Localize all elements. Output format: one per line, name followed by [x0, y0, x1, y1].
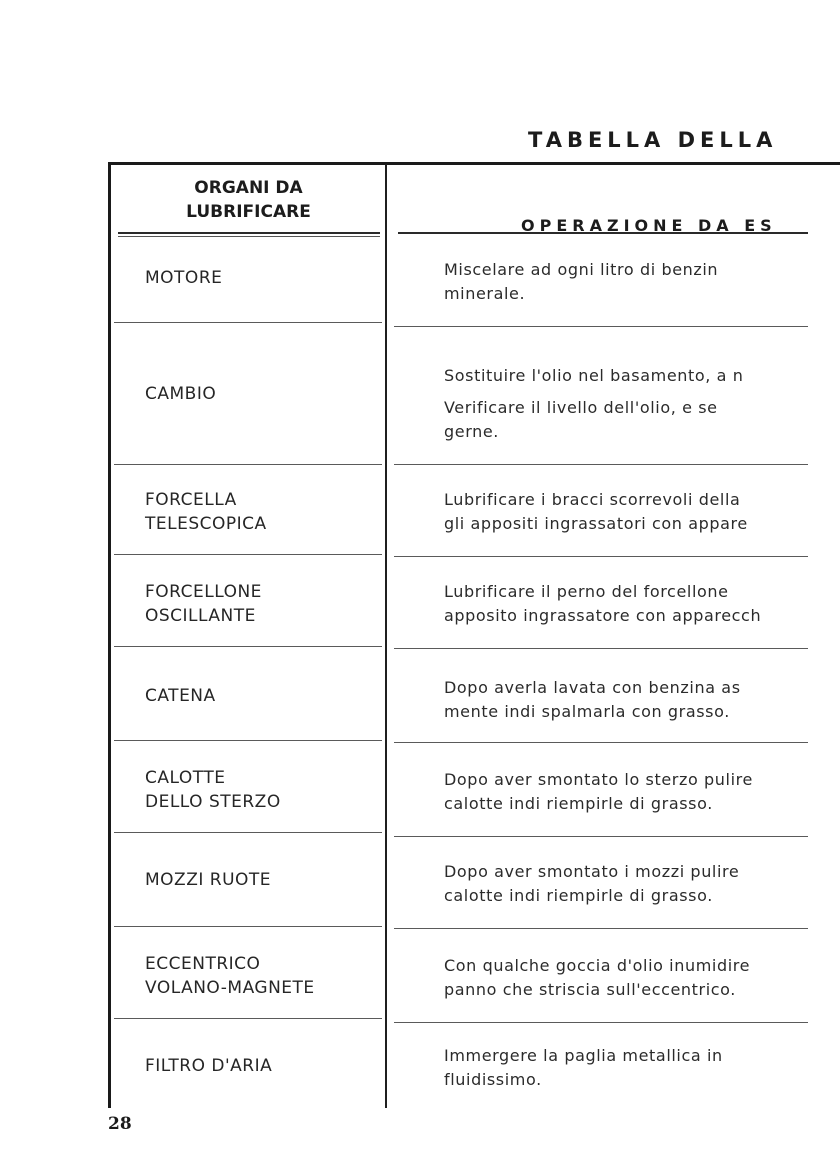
row-divider — [394, 836, 808, 837]
table-row-operation: Con qualche goccia d'olio inumidire panno che striscia sull'eccentrico. — [444, 956, 751, 999]
column-divider — [385, 164, 387, 1108]
header-rule — [118, 232, 380, 237]
table-row-operation: Sostituire l'olio nel basamento, a n Verificare il livello dell'olio, e se gerne. — [444, 366, 744, 441]
header-operation: OPERAZIONE DA ES — [521, 216, 777, 235]
row-divider — [394, 648, 808, 649]
row-divider — [114, 646, 382, 647]
table-row-operation: Lubrificare il perno del forcellone apposito ingrassatore con apparecch — [444, 582, 762, 625]
table-row-organ: MOTORE — [145, 268, 223, 288]
header-rule — [398, 232, 808, 234]
row-divider — [114, 322, 382, 323]
table-row-operation: Dopo averla lavata con benzina as mente indi spalmarla con grasso. — [444, 678, 741, 721]
table-row-operation: Dopo aver smontato lo sterzo pulire calotte indi riempirle di grasso. — [444, 770, 753, 813]
row-divider — [114, 1018, 382, 1019]
header-organs-line2: LUBRIFICARE — [186, 202, 311, 222]
row-divider — [114, 740, 382, 741]
row-divider — [394, 464, 808, 465]
row-divider — [394, 326, 808, 327]
row-divider — [394, 556, 808, 557]
table-row-organ: CATENA — [145, 686, 216, 706]
table-row-organ: FORCELLONE OSCILLANTE — [145, 582, 262, 626]
header-organs-line1: ORGANI DA — [194, 178, 303, 198]
table-row-organ: MOZZI RUOTE — [145, 870, 272, 890]
page-number: 28 — [108, 1114, 132, 1134]
page-title: TABELLA DELLA — [528, 128, 778, 152]
table-row-organ: CALOTTE DELLO STERZO — [145, 768, 281, 812]
table-row-organ: ECCENTRICO VOLANO-MAGNETE — [145, 954, 315, 998]
row-divider — [114, 832, 382, 833]
table-row-operation: Miscelare ad ogni litro di benzin minerale. — [444, 260, 719, 303]
table-row-operation: Immergere la paglia metallica in fluidissimo. — [444, 1046, 723, 1089]
row-divider — [114, 554, 382, 555]
table-row-organ: FORCELLA TELESCOPICA — [145, 490, 267, 534]
table-row-organ: CAMBIO — [145, 384, 217, 404]
row-divider — [394, 1022, 808, 1023]
header-organs — [112, 176, 385, 224]
table-row-organ: FILTRO D'ARIA — [145, 1056, 273, 1076]
table-row-operation: Dopo aver smontato i mozzi pulire calotte indi riempirle di grasso. — [444, 862, 740, 905]
row-divider — [114, 464, 382, 465]
table-row-operation: Lubrificare i bracci scorrevoli della gli appositi ingrassatori con appare — [444, 490, 748, 533]
row-divider — [394, 928, 808, 929]
row-divider — [114, 926, 382, 927]
row-divider — [394, 742, 808, 743]
